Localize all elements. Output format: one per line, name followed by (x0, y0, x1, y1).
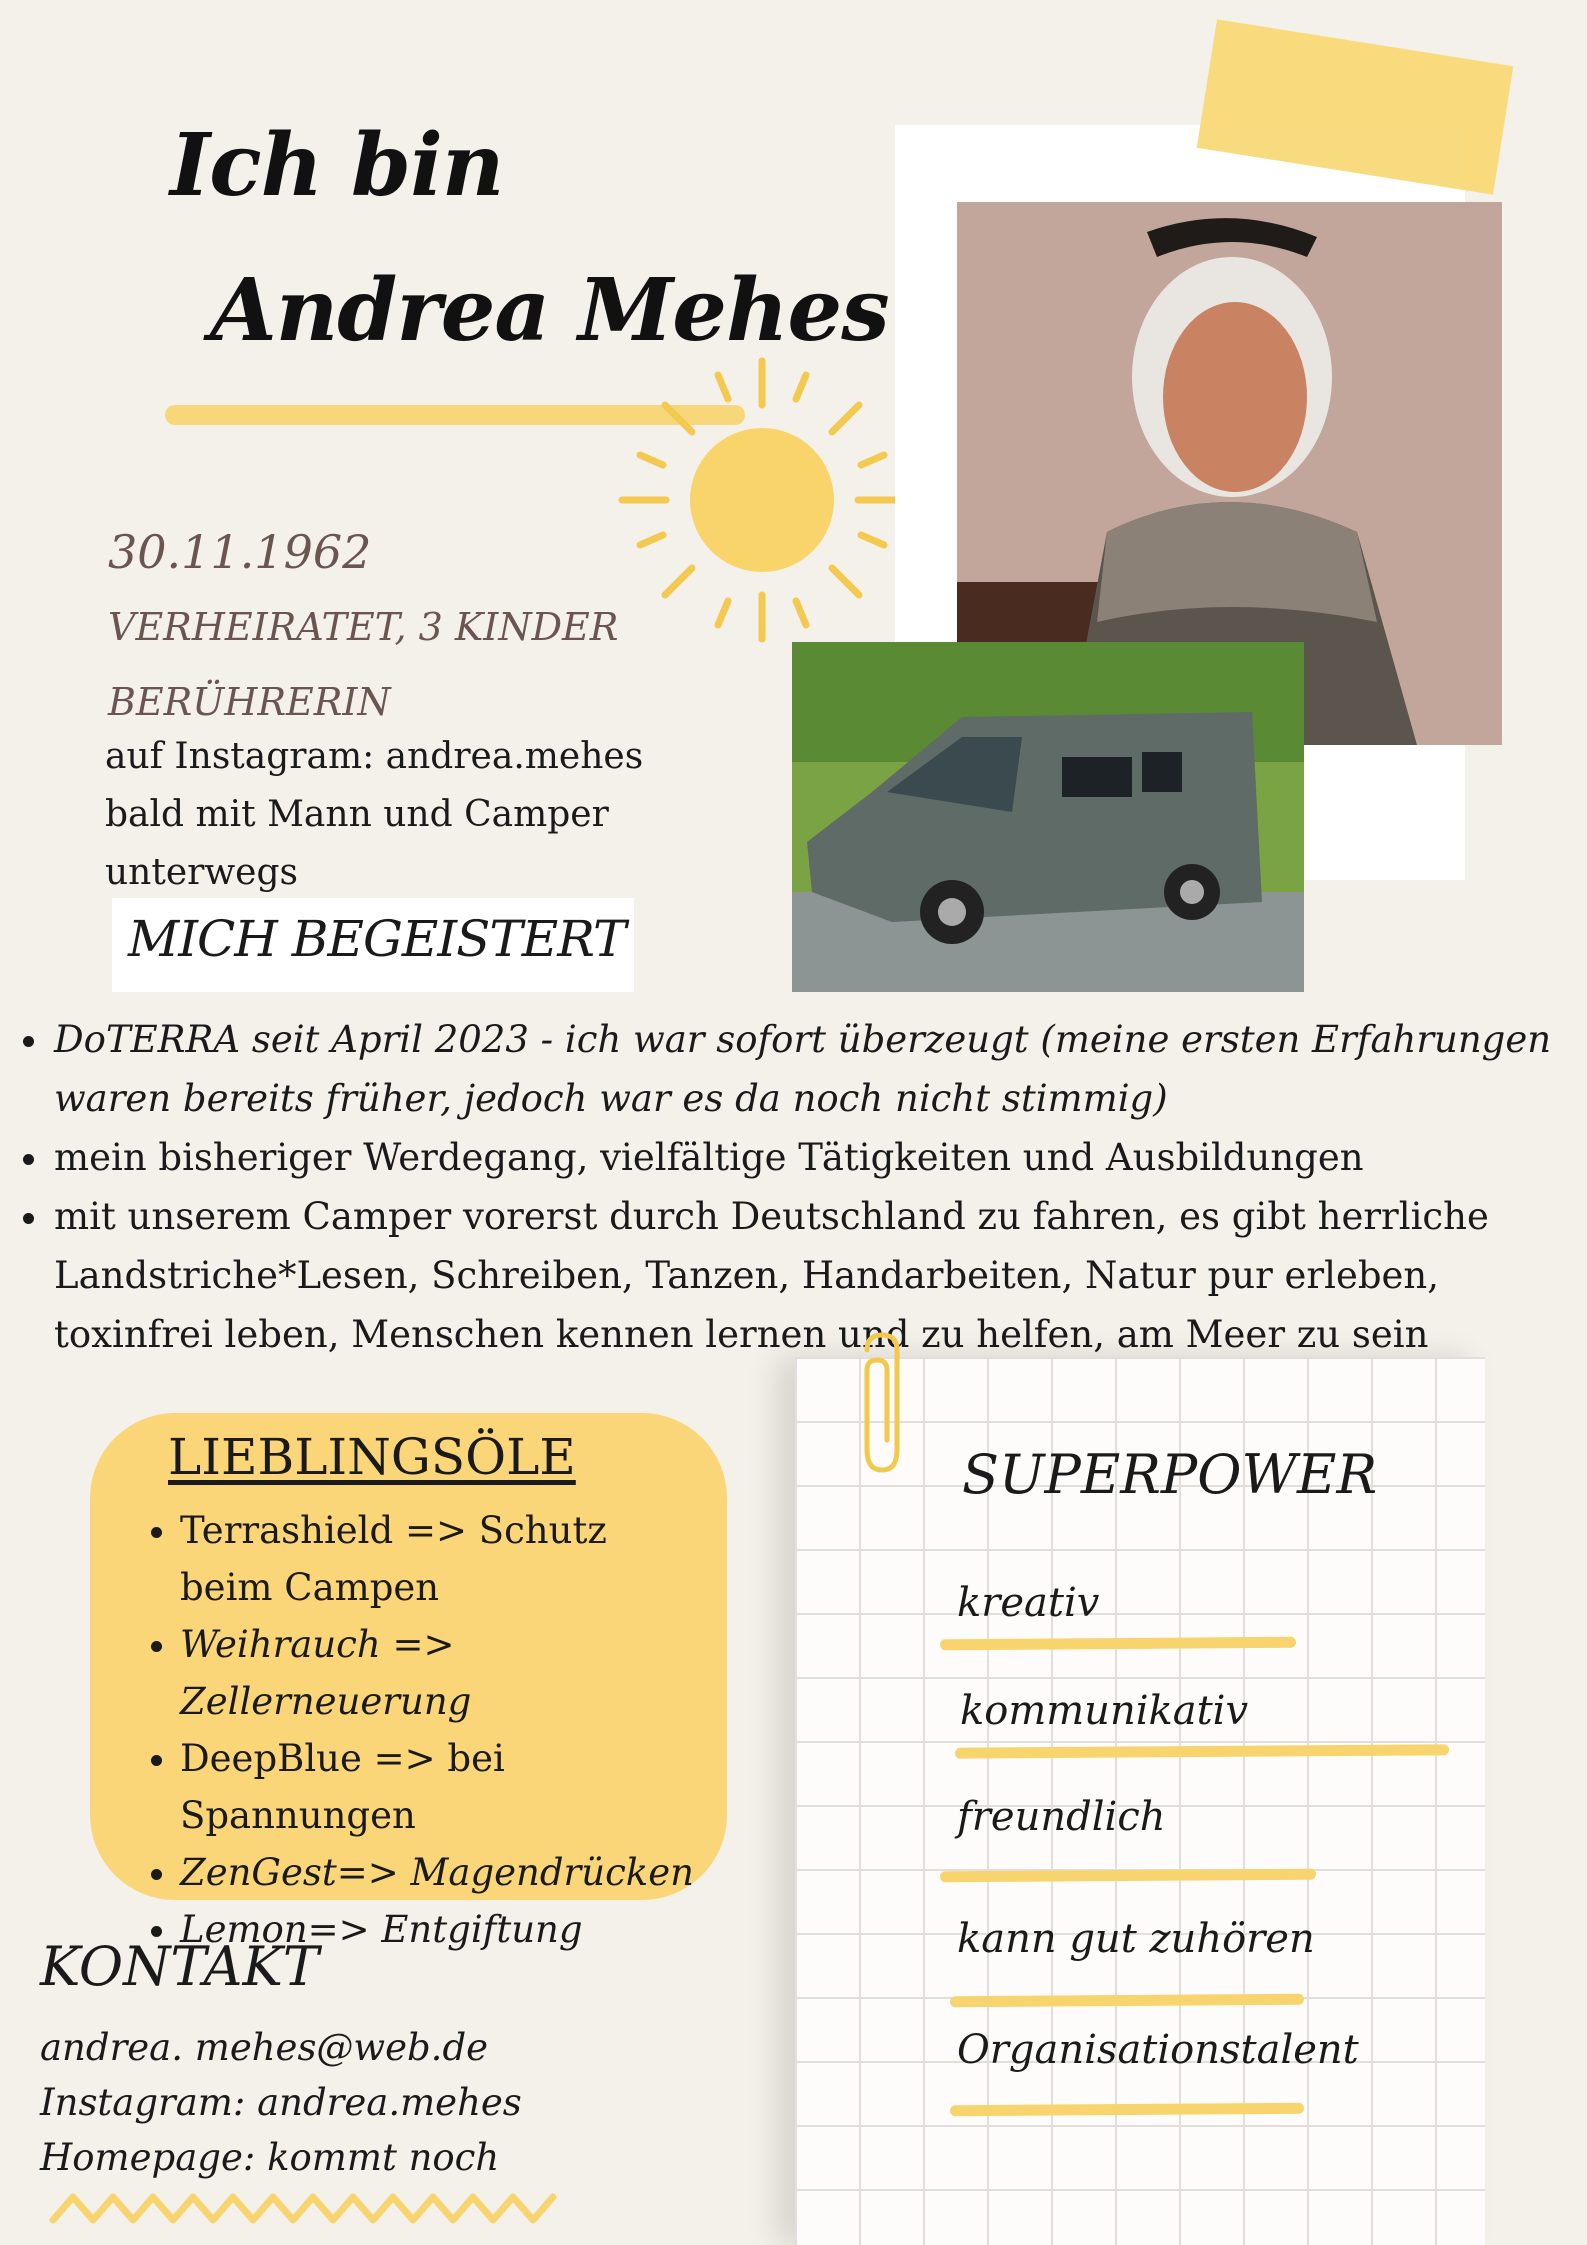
list-item: • mein bisheriger Werdegang, vielfältige Tätigkeiten und Ausbildungen (52, 1128, 1558, 1187)
camper-photo (792, 642, 1304, 992)
contact-homepage: Homepage: kommt noch (40, 2136, 500, 2179)
contact-email[interactable]: andrea. mehes@web.de (40, 2026, 489, 2069)
contact-list (40, 2020, 522, 2185)
contact-instagram[interactable]: Instagram: andrea.mehes (40, 2081, 522, 2124)
family-status: VERHEIRATET, 3 KINDER (108, 605, 619, 649)
list-item: • mit unserem Camper vorerst durch Deutschland zu fahren, es gibt herrliche Landstriche*Lesen, Schreiben, Tanzen, Handarbeiten, Natur pur erleben, toxinfrei leben, Menschen kennen lernen und zu helfen, am Meer zu sein (52, 1187, 1558, 1364)
list-item: • DoTERRA seit April 2023 - ich war sofort überzeugt (meine ersten Erfahrungen waren bereits früher, jedoch war es da noch nicht stimmig) (52, 1010, 1558, 1128)
enthusiasm-list (18, 1010, 1558, 1364)
list-item: • Lemon=> Entgiftung (180, 1901, 728, 1958)
title-line-1: Ich bin (170, 115, 504, 216)
profile-info-line: unterwegs (105, 852, 298, 893)
list-item: • ZenGest=> Magendrücken (180, 1844, 728, 1901)
favorite-oils-title: LIEBLINGSÖLE (168, 1428, 576, 1486)
contact-title: KONTAKT (40, 1935, 319, 1998)
sun-icon (610, 355, 910, 645)
list-item: • Terrashield => Schutz beim Campen (180, 1502, 630, 1616)
title-line-2: Andrea Mehes (210, 260, 889, 361)
paperclip-icon (852, 1330, 922, 1480)
profile-info-line: bald mit Mann und Camper (105, 794, 609, 835)
profession: BERÜHRERIN (108, 680, 391, 724)
superpower-item: Organisationstalent (957, 2027, 1359, 2073)
superpower-item: freundlich (957, 1794, 1166, 1840)
superpower-item: kommunikativ (960, 1688, 1249, 1734)
wave-decoration (48, 2185, 568, 2235)
list-item: • Weihrauch => Zellerneuerung (180, 1616, 728, 1730)
profile-info-line: auf Instagram: andrea.mehes (105, 736, 644, 777)
favorite-oils-list (118, 1502, 728, 1958)
enthusiasm-title: MICH BEGEISTERT (128, 910, 626, 968)
profile-info (105, 728, 665, 902)
superpower-item: kann gut zuhören (957, 1916, 1315, 1962)
superpower-title: SUPERPOWER (962, 1443, 1378, 1506)
list-item: • DeepBlue => bei Spannungen (180, 1730, 728, 1844)
superpower-item: kreativ (957, 1580, 1100, 1626)
birthdate: 30.11.1962 (108, 525, 372, 579)
